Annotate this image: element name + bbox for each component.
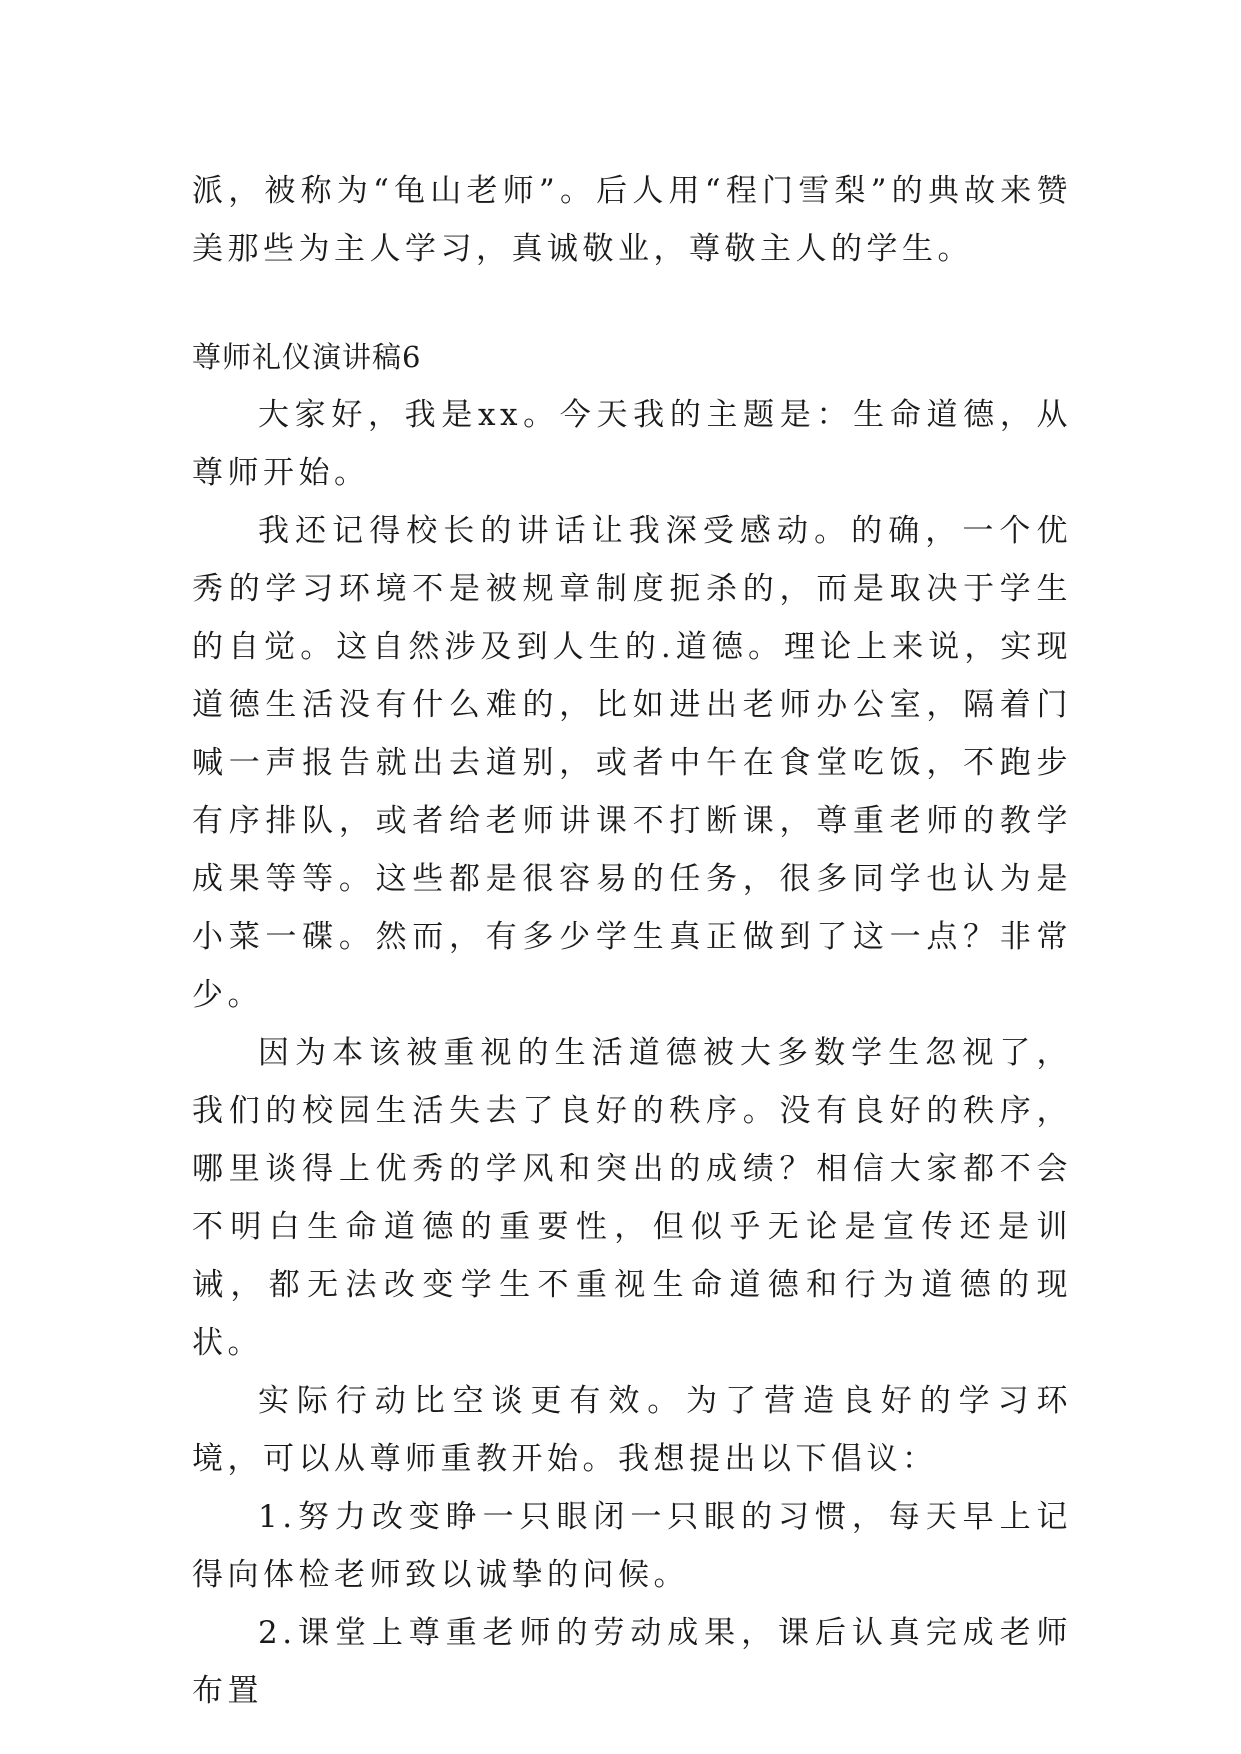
paragraph-principal-speech: 我还记得校长的讲话让我深受感动。的确，一个优秀的学习环境不是被规章制度扼杀的，而是取决于学生的自觉。这自然涉及到人生的.道德。理论上来说，实现道德生活没有什么难的，比如进出老师办公室，隔着门喊一声报告就出去道别，或者中午在食堂吃饭，不跑步有序排队，或者给老师讲课不打断课，尊重老师的教学成果等等。这些都是很容易的任务，很多同学也认为是小菜一碟。然而，有多少学生真正做到了这一点？非常少。 bbox=[192, 513, 1072, 1013]
section-title: 尊师礼仪演讲稿6 bbox=[192, 340, 422, 374]
paragraph-proposal-intro: 实际行动比空谈更有效。为了营造良好的学习环境，可以从尊师重教开始。我想提出以下倡议： bbox=[192, 1383, 1072, 1477]
leading-paragraph: 派，被称为“龟山老师”。后人用“程门雪梨”的典故来赞美那些为主人学习，真诚敬业，尊敬主人的学生。 bbox=[192, 173, 1072, 267]
paragraph-proposal-2: 2.课堂上尊重老师的劳动成果，课后认真完成老师布置 bbox=[192, 1615, 1072, 1709]
paragraph-proposal-1: 1.努力改变睁一只眼闭一只眼的习惯，每天早上记得向体检老师致以诚挚的问候。 bbox=[192, 1499, 1072, 1593]
document-body bbox=[192, 162, 1072, 1720]
paragraph-moral-neglect: 因为本该被重视的生活道德被大多数学生忽视了，我们的校园生活失去了良好的秩序。没有良好的秩序，哪里谈得上优秀的学风和突出的成绩？相信大家都不会不明白生命道德的重要性，但似乎无论是宣传还是训诫，都无法改变学生不重视生命道德和行为道德的现状。 bbox=[192, 1035, 1072, 1361]
paragraph-greeting: 大家好，我是xx。今天我的主题是：生命道德，从尊师开始。 bbox=[192, 397, 1072, 491]
